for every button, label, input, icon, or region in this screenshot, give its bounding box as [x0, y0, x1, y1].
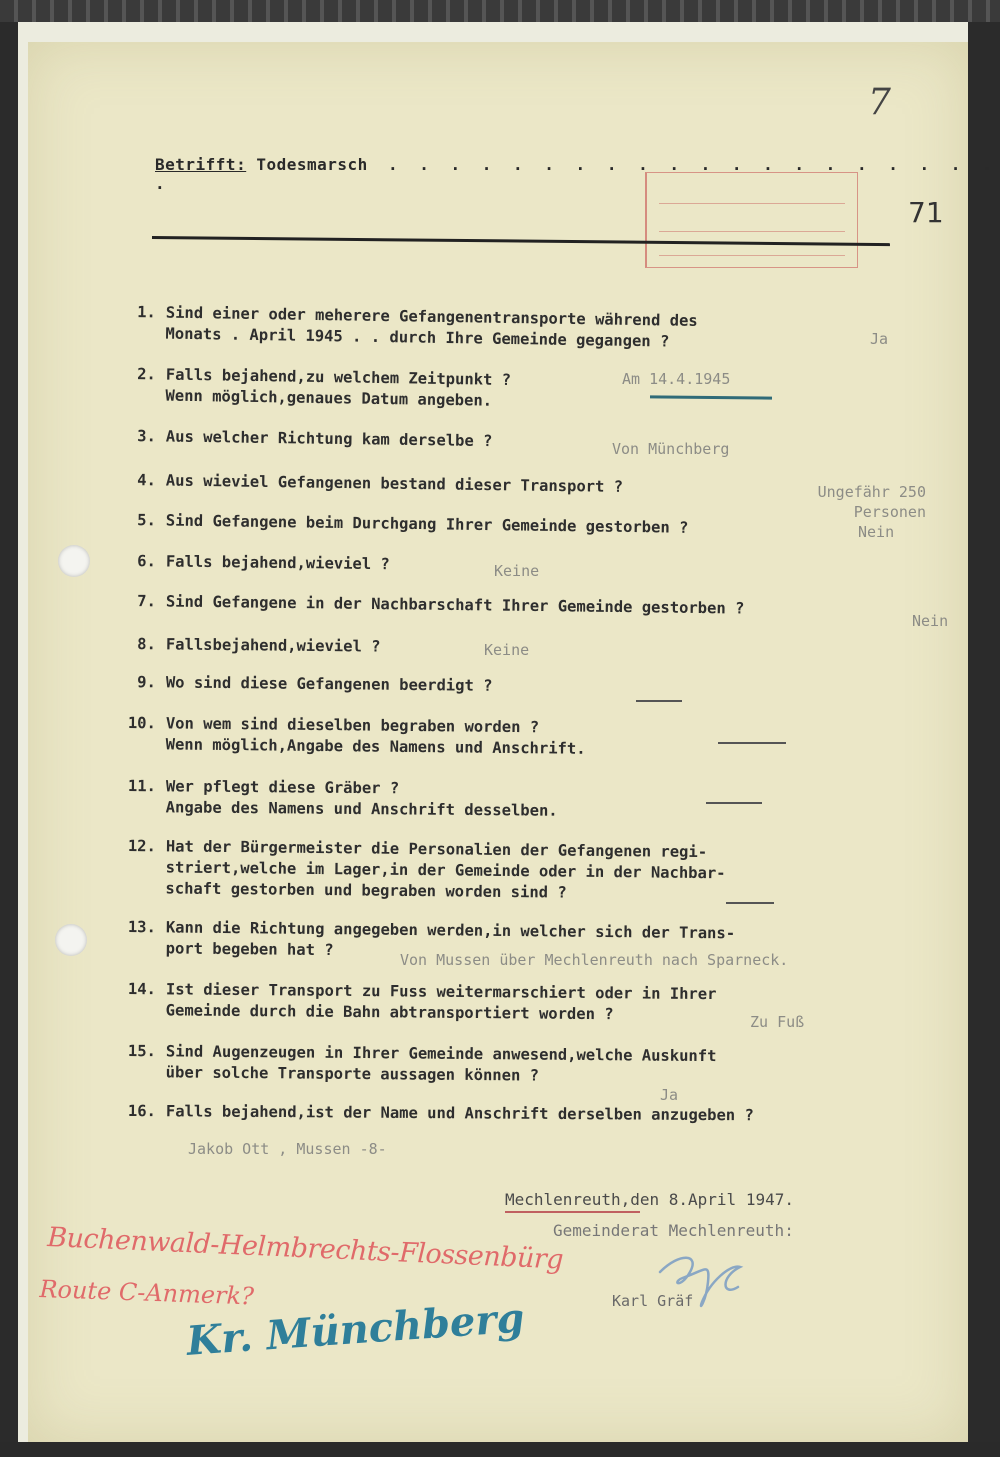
punch-hole-bottom [55, 924, 87, 956]
question-text-line: port begeben hat ? [165, 939, 334, 960]
question-text-line: Falls bejahend,zu welchem Zeitpunkt ? [165, 365, 512, 390]
page-number: 7 [868, 82, 891, 123]
place-red-underline [505, 1211, 640, 1213]
question-number: 7. [137, 592, 156, 611]
answer-3: Von Münchberg [612, 440, 730, 458]
red-pencil-note-remark: Route C-Anmerk? [39, 1275, 255, 1311]
blank-answer-dash [726, 902, 774, 904]
question-text-line: Monats . April 1945 . . durch Ihre Gemeinde gegangen ? [165, 324, 670, 351]
question-text-line: Wer pflegt diese Gräber ? [165, 777, 400, 798]
question-9 [128, 672, 493, 697]
answer-14: Zu Fuß [750, 1013, 805, 1031]
blue-pencil-note-district: Kr. Münchberg [185, 1294, 526, 1365]
question-number: 6. [137, 552, 156, 571]
question-text-line: Sind Gefangene in der Nachbarschaft Ihrer Gemeinde gestorben ? [165, 592, 745, 618]
question-text-line: Von wem sind dieselben begraben worden ? [165, 714, 540, 737]
question-text-line: Aus welcher Richtung kam derselbe ? [165, 427, 493, 451]
question-number: 3. [137, 427, 156, 446]
question-number: 5. [137, 511, 156, 530]
question-14 [128, 979, 717, 1026]
question-text-line: Hat der Bürgermeister die Personalien der Gefangenen regi- [165, 837, 708, 862]
question-text-line: Wenn möglich,genaues Datum angeben. [165, 386, 493, 410]
question-16 [128, 1101, 754, 1126]
question-number: 12. [127, 836, 156, 856]
council-line: Gemeinderat Mechlenreuth: [553, 1221, 794, 1240]
question-12 [127, 836, 726, 905]
answer-5: Nein [858, 523, 895, 541]
file-number: 71 [908, 196, 944, 229]
signer-name: Karl Gräf [612, 1292, 694, 1310]
subject-line [155, 155, 1000, 193]
question-2 [127, 364, 511, 412]
answer-6: Keine [494, 562, 540, 580]
question-text-line: Gemeinde durch die Bahn abtransportiert worden ? [165, 1001, 614, 1024]
question-6 [128, 551, 390, 575]
question-10 [128, 713, 586, 760]
question-text-line: Wo sind diese Gefangenen beerdigt ? [165, 673, 493, 695]
question-text-line: Angabe des Namens und Anschrift desselben. [165, 798, 558, 820]
question-text-line: Kann die Richtung angegeben werden,in welcher sich der Trans- [165, 918, 736, 943]
question-text-line: Sind Augenzeugen in Ihrer Gemeinde anwesend,welche Auskunft [165, 1042, 717, 1066]
question-number: 15. [127, 1042, 156, 1061]
blank-answer-dash [718, 742, 786, 744]
answer-2: Am 14.4.1945 [622, 370, 731, 388]
question-number: 2. [137, 365, 156, 384]
blank-answer-dash [636, 700, 682, 702]
question-number: 9. [137, 673, 156, 692]
signature-scribble [650, 1242, 760, 1322]
answer-8: Keine [484, 641, 530, 659]
subject-dots: . . . . . . . . . . . . . . . . . . . . . [155, 155, 998, 193]
question-11 [128, 776, 558, 822]
question-text-line: Wenn möglich,Angabe des Namens und Anschrift. [165, 735, 586, 758]
answer-16: Jakob Ott , Mussen -8- [188, 1140, 387, 1158]
question-text-line: über solche Transporte aussagen können ? [165, 1063, 540, 1085]
question-number: 8. [137, 635, 156, 654]
question-text-line: Falls bejahend,ist der Name und Anschrift derselben anzugeben ? [165, 1102, 754, 1125]
red-pencil-note-route: Buchenwald-Helmbrechts-Flossenbürg [46, 1222, 564, 1276]
question-text-line: Aus wieviel Gefangenen bestand dieser Transport ? [165, 471, 624, 496]
place-date: Mechlenreuth,den 8.April 1947. [505, 1190, 794, 1209]
answer-13: Von Mussen über Mechlenreuth nach Sparneck. [400, 951, 789, 969]
question-text-line: Ist dieser Transport zu Fuss weitermarschiert oder in Ihrer [165, 980, 717, 1004]
question-text-line: Falls bejahend,wieviel ? [165, 552, 390, 574]
received-stamp [645, 172, 858, 268]
answer-4: Ungefähr 250 Personen [817, 483, 926, 521]
punch-hole-top [58, 545, 90, 577]
question-number: 14. [127, 979, 156, 999]
question-text-line: Fallsbejahend,wieviel ? [165, 635, 381, 656]
scan-bottom-strip [0, 1442, 1000, 1457]
question-number: 1. [137, 303, 156, 322]
question-1 [127, 302, 698, 353]
question-number: 13. [127, 917, 156, 937]
subject-label: Betrifft: [155, 155, 247, 174]
question-15 [128, 1041, 717, 1088]
question-number: 10. [127, 713, 156, 733]
answer-15: Ja [660, 1086, 679, 1104]
question-8 [128, 634, 381, 658]
question-number: 4. [137, 471, 156, 490]
subject-text: Todesmarsch [256, 155, 368, 174]
question-text-line: Sind Gefangene beim Durchgang Ihrer Gemeinde gestorben ? [165, 511, 689, 537]
question-text-line: striert,welche im Lager,in der Gemeinde oder in der Nachbar- [165, 858, 726, 883]
answer-1: Ja [870, 330, 889, 348]
answer-7: Nein [912, 612, 949, 630]
blank-answer-dash [706, 802, 762, 804]
scan-top-strip [0, 0, 1000, 22]
question-text-line: schaft gestorben und begraben worden sind ? [165, 879, 567, 902]
question-number: 16. [127, 1102, 156, 1121]
question-number: 11. [127, 776, 156, 796]
question-text-line: Sind einer oder meherere Gefangenentransporte während des [165, 303, 698, 330]
